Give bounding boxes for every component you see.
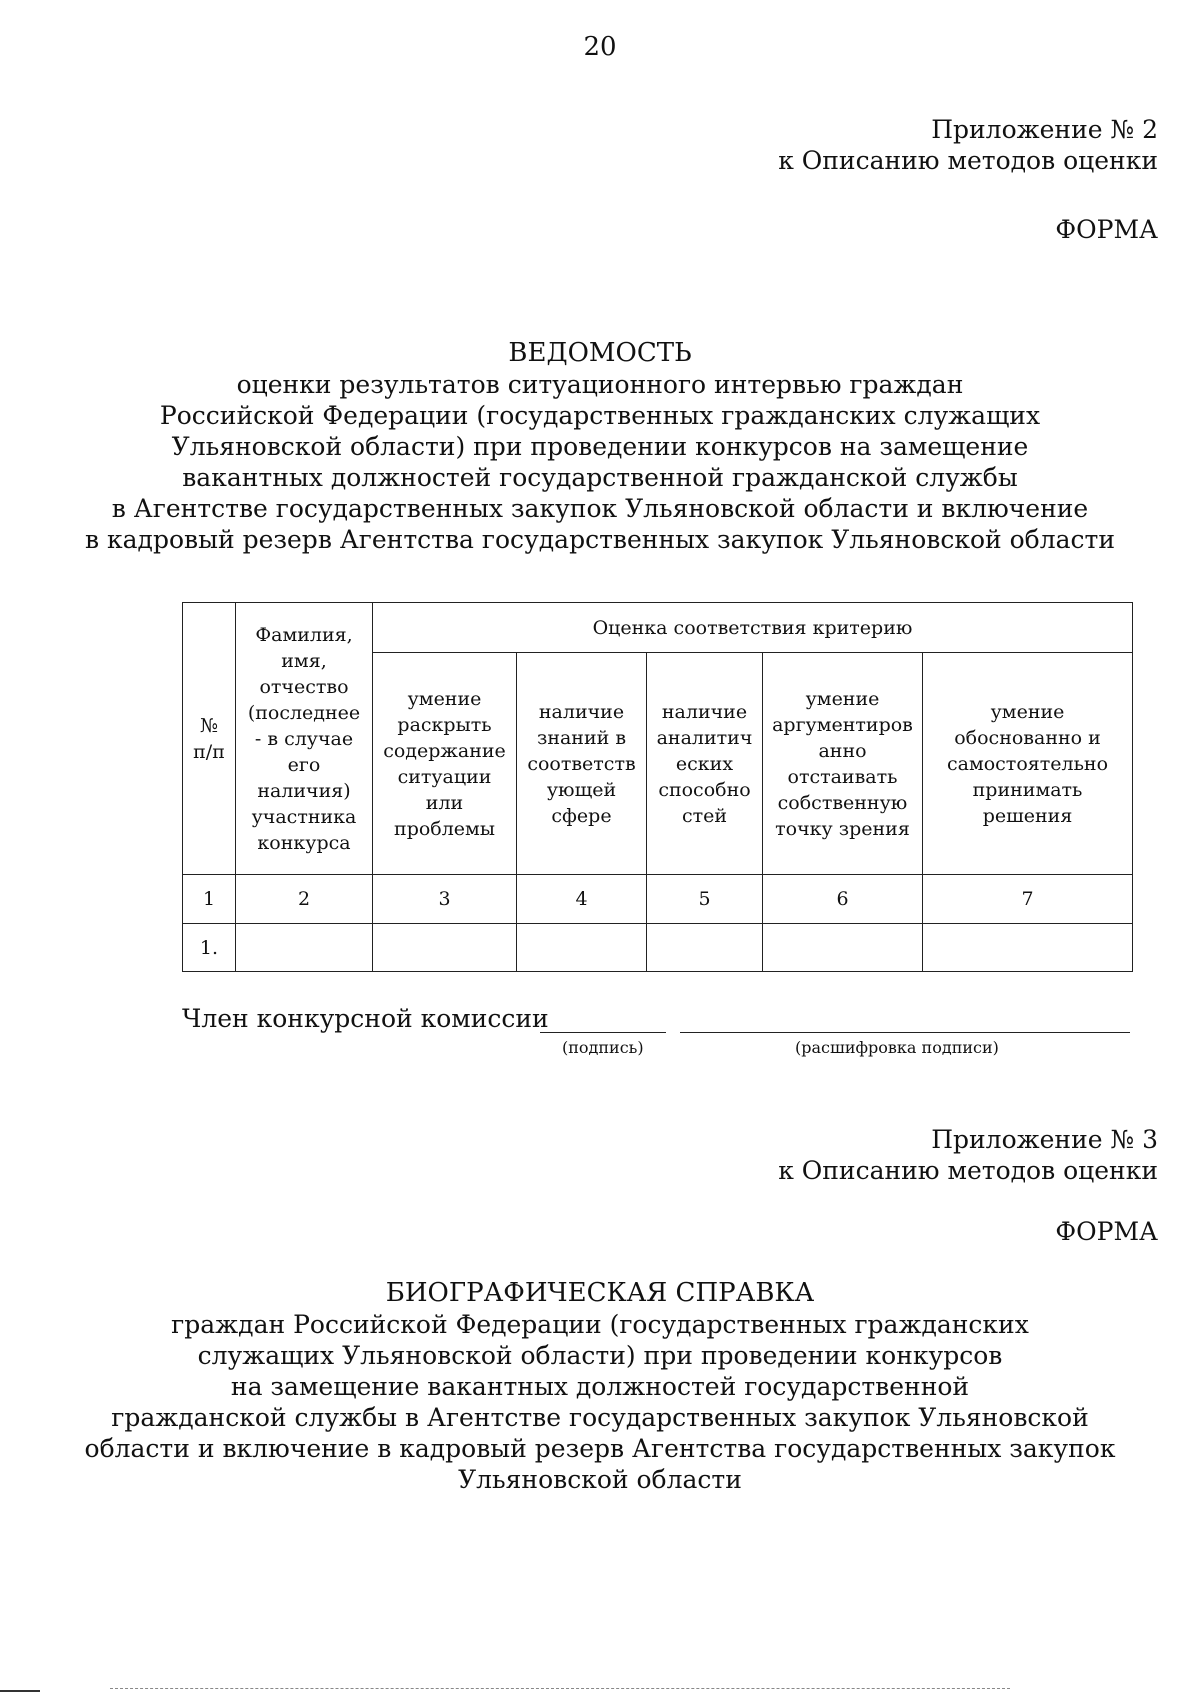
bio-line: области и включение в кадровый резерв Агентства государственных закупок — [84, 1434, 1116, 1463]
empty-cell — [923, 924, 1133, 972]
criterion-line: аргументиров — [772, 713, 913, 736]
criterion-line: способно — [658, 778, 751, 801]
signature-label: Член конкурсной комиссии — [182, 1004, 549, 1033]
criterion-line: умение — [990, 700, 1065, 723]
criterion-line: обоснованно и — [954, 726, 1101, 749]
criterion-line: умение — [805, 687, 880, 710]
header-name-line: имя, — [281, 649, 327, 672]
scan-edge-mark — [110, 1688, 1010, 1689]
criterion-line: самостоятельно — [946, 752, 1109, 775]
header-name-line: его — [287, 753, 321, 776]
criterion-line: ующей — [546, 778, 617, 801]
appendix-2-form-label: ФОРМА — [1055, 215, 1158, 244]
criterion-line: аналитич — [656, 726, 753, 749]
criterion-line: ситуации — [397, 765, 492, 788]
table-row — [183, 924, 1133, 972]
criterion-line: содержание — [383, 739, 506, 762]
bio-line: служащих Ульяновской области) при проведении конкурсов — [197, 1341, 1003, 1370]
header-criterion-2 — [517, 653, 647, 875]
vedomost-line: Российской Федерации (государственных гражданских служащих — [159, 401, 1041, 430]
criterion-line: сфере — [551, 804, 612, 827]
bio-line: на замещение вакантных должностей государственной — [230, 1372, 970, 1401]
header-name-line: (последнее — [247, 701, 361, 724]
vedomost-line: в Агентстве государственных закупок Ульяновской области и включение — [111, 494, 1089, 523]
header-criterion-5 — [923, 653, 1133, 875]
criterion-line: наличие — [538, 700, 625, 723]
criterion-line: собственную — [777, 791, 908, 814]
bio-line: гражданской службы в Агентстве государственных закупок Ульяновской — [111, 1403, 1089, 1432]
column-number-cell: 5 — [647, 875, 763, 924]
signature-line — [540, 1032, 666, 1033]
criterion-line: соответств — [527, 752, 636, 775]
criterion-line: анно — [818, 739, 867, 762]
signature-decode-caption: (расшифровка подписи) — [795, 1038, 999, 1057]
header-number-line: № — [200, 714, 218, 737]
criterion-line: раскрыть — [397, 713, 492, 736]
vedomost-line: в кадровый резерв Агентства государственных закупок Ульяновской области — [85, 525, 1115, 554]
header-criterion-4 — [763, 653, 923, 875]
column-number-cell: 6 — [763, 875, 923, 924]
header-criteria-group: Оценка соответствия критерию — [373, 603, 1133, 653]
header-name-line: наличия) — [257, 779, 351, 802]
column-number-cell: 4 — [517, 875, 647, 924]
criterion-line: точку зрения — [775, 817, 910, 840]
criterion-line: наличие — [661, 700, 748, 723]
header-name-line: - в случае — [254, 727, 354, 750]
appendix-3-line2: к Описанию методов оценки — [778, 1156, 1158, 1185]
appendix-3-header — [778, 1124, 1158, 1186]
column-number-cell: 3 — [373, 875, 517, 924]
criterion-line: умение — [407, 687, 482, 710]
criterion-line: знаний в — [536, 726, 627, 749]
header-number-line: п/п — [193, 740, 225, 763]
column-number-cell: 7 — [923, 875, 1133, 924]
page-number: 20 — [583, 32, 617, 62]
criterion-line: принимать — [972, 778, 1083, 801]
bio-line: граждан Российской Федерации (государственных гражданских — [171, 1310, 1029, 1339]
vedomost-line: Ульяновской области) при проведении конкурсов на замещение — [171, 432, 1029, 461]
assessment-table — [182, 602, 1133, 972]
numbering-row — [183, 875, 1133, 924]
criterion-line: отстаивать — [787, 765, 898, 788]
header-number — [183, 603, 236, 875]
empty-cell — [236, 924, 373, 972]
empty-cell — [373, 924, 517, 972]
appendix-2-line1: Приложение № 2 — [931, 115, 1158, 144]
header-criterion-3 — [647, 653, 763, 875]
bio-line: Ульяновской области — [458, 1465, 742, 1494]
empty-cell — [517, 924, 647, 972]
criterion-line: или — [425, 791, 464, 814]
criterion-line: еских — [675, 752, 734, 775]
criterion-line: стей — [681, 804, 728, 827]
appendix-2-header — [778, 114, 1158, 176]
bio-title — [0, 1278, 1200, 1495]
vedomost-heading: ВЕДОМОСТЬ — [508, 338, 692, 368]
row-number-cell: 1. — [183, 924, 236, 972]
signature-caption: (подпись) — [562, 1038, 644, 1057]
column-number-cell: 1 — [183, 875, 236, 924]
appendix-2-line2: к Описанию методов оценки — [778, 146, 1158, 175]
header-name-line: Фамилия, — [255, 623, 353, 646]
header-name-line: участника — [251, 805, 357, 828]
vedomost-line: вакантных должностей государственной гражданской службы — [182, 463, 1018, 492]
bio-heading: БИОГРАФИЧЕСКАЯ СПРАВКА — [385, 1278, 815, 1308]
criterion-line: решения — [982, 804, 1073, 827]
header-name-line: отчество — [259, 675, 349, 698]
empty-cell — [647, 924, 763, 972]
vedomost-line: оценки результатов ситуационного интервью граждан — [236, 370, 964, 399]
vedomost-title — [0, 338, 1200, 555]
scan-edge-mark — [0, 1690, 40, 1692]
criterion-line: проблемы — [394, 817, 495, 840]
signature-decode-line — [680, 1032, 1130, 1033]
appendix-3-form-label: ФОРМА — [1055, 1217, 1158, 1246]
appendix-3-line1: Приложение № 3 — [931, 1125, 1158, 1154]
empty-cell — [763, 924, 923, 972]
column-number-cell: 2 — [236, 875, 373, 924]
header-criterion-1 — [373, 653, 517, 875]
header-name-line: конкурса — [257, 831, 351, 854]
header-full-name — [236, 603, 373, 875]
